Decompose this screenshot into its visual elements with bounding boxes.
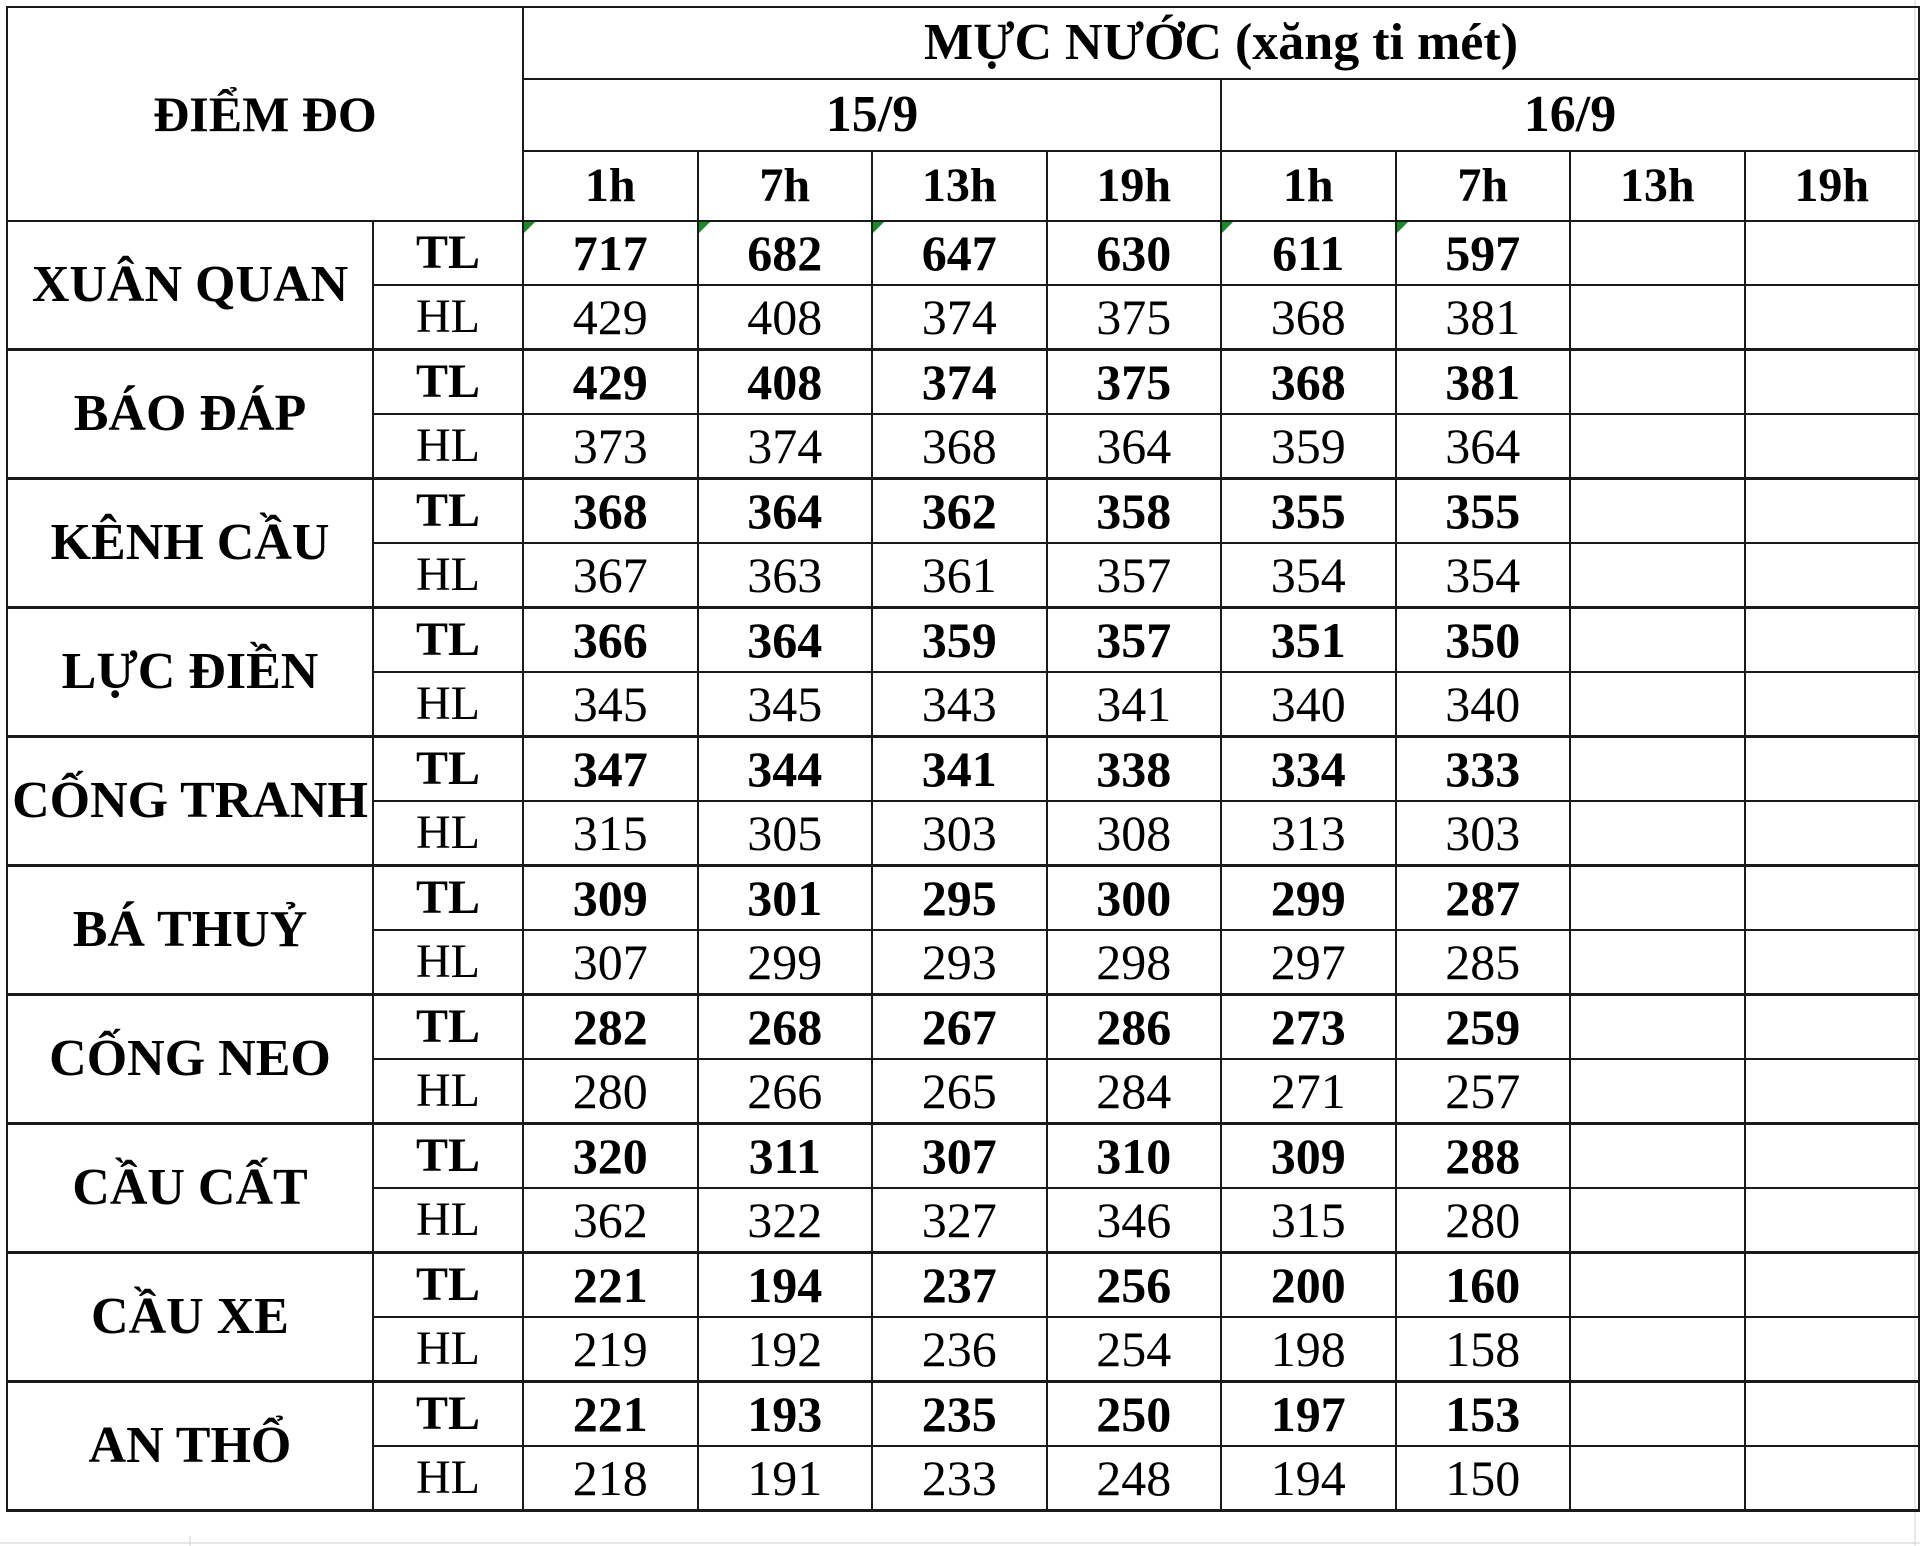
water-level-cell[interactable]: 301 [698, 866, 873, 931]
empty-value-cell[interactable] [1570, 1253, 1745, 1318]
water-level-cell[interactable]: 300 [1047, 866, 1222, 931]
water-level-cell[interactable]: 341 [872, 737, 1047, 802]
water-level-cell[interactable]: 200 [1221, 1253, 1396, 1318]
hour-header[interactable]: 13h [872, 151, 1047, 221]
empty-value-cell[interactable] [1745, 1253, 1920, 1318]
water-level-cell[interactable]: 611 [1221, 221, 1396, 285]
upstream-label-cell[interactable]: TL [373, 866, 523, 931]
water-level-cell[interactable]: 191 [698, 1446, 873, 1511]
empty-value-cell[interactable] [1745, 1317, 1920, 1382]
empty-value-cell[interactable] [1745, 1446, 1920, 1511]
empty-value-cell[interactable] [1745, 350, 1920, 415]
water-level-cell[interactable]: 218 [523, 1446, 698, 1511]
empty-value-cell[interactable] [1745, 801, 1920, 866]
upstream-label-cell[interactable]: TL [373, 221, 523, 285]
water-level-cell[interactable]: 303 [872, 801, 1047, 866]
table-row [7, 995, 1919, 1060]
water-level-cell[interactable]: 682 [698, 221, 873, 285]
water-level-cell[interactable]: 381 [1396, 285, 1571, 350]
water-level-cell[interactable]: 408 [698, 350, 873, 415]
downstream-label-cell[interactable]: HL [373, 285, 523, 350]
hour-header[interactable]: 19h [1745, 151, 1920, 221]
water-level-cell[interactable]: 375 [1047, 350, 1222, 415]
water-level-cell[interactable]: 266 [698, 1059, 873, 1124]
water-level-cell[interactable]: 265 [872, 1059, 1047, 1124]
empty-value-cell[interactable] [1570, 414, 1745, 479]
water-level-cell[interactable]: 366 [523, 608, 698, 673]
water-level-cell[interactable]: 219 [523, 1317, 698, 1382]
empty-value-cell[interactable] [1570, 1317, 1745, 1382]
table-row [7, 221, 1919, 285]
water-level-cell[interactable]: 259 [1396, 995, 1571, 1060]
water-level-cell[interactable]: 374 [872, 285, 1047, 350]
water-level-cell[interactable]: 345 [698, 672, 873, 737]
water-level-cell[interactable]: 368 [1221, 285, 1396, 350]
water-level-cell[interactable]: 254 [1047, 1317, 1222, 1382]
empty-value-cell[interactable] [1570, 221, 1745, 285]
water-level-cell[interactable]: 357 [1047, 543, 1222, 608]
water-level-cell[interactable]: 310 [1047, 1124, 1222, 1189]
downstream-label-cell[interactable]: HL [373, 1446, 523, 1511]
water-level-cell[interactable]: 305 [698, 801, 873, 866]
water-level-cell[interactable]: 282 [523, 995, 698, 1060]
table-title[interactable]: MỰC NƯỚC (xăng ti mét) [523, 7, 1919, 79]
downstream-label-cell[interactable]: HL [373, 1188, 523, 1253]
water-level-cell[interactable]: 284 [1047, 1059, 1222, 1124]
water-level-cell[interactable]: 221 [523, 1253, 698, 1318]
empty-value-cell[interactable] [1570, 801, 1745, 866]
water-level-cell[interactable]: 271 [1221, 1059, 1396, 1124]
water-level-cell[interactable]: 295 [872, 866, 1047, 931]
table-row [7, 866, 1919, 931]
empty-value-cell[interactable] [1570, 1059, 1745, 1124]
water-level-cell[interactable]: 315 [1221, 1188, 1396, 1253]
water-level-cell[interactable]: 368 [1221, 350, 1396, 415]
empty-value-cell[interactable] [1745, 414, 1920, 479]
water-level-cell[interactable]: 150 [1396, 1446, 1571, 1511]
empty-value-cell[interactable] [1570, 1124, 1745, 1189]
upstream-label-cell[interactable]: TL [373, 479, 523, 544]
station-name-cell[interactable]: CỐNG NEO [7, 995, 373, 1124]
water-level-cell[interactable]: 236 [872, 1317, 1047, 1382]
station-name-cell[interactable]: CẦU CẤT [7, 1124, 373, 1253]
water-level-cell[interactable]: 327 [872, 1188, 1047, 1253]
water-level-cell[interactable]: 309 [523, 866, 698, 931]
water-level-cell[interactable]: 345 [523, 672, 698, 737]
station-name-cell[interactable]: KÊNH CẦU [7, 479, 373, 608]
station-name-cell[interactable]: CỐNG TRANH [7, 737, 373, 866]
table-row [7, 479, 1919, 544]
water-level-cell[interactable]: 293 [872, 930, 1047, 995]
water-level-cell[interactable]: 375 [1047, 285, 1222, 350]
water-level-cell[interactable]: 373 [523, 414, 698, 479]
water-level-cell[interactable]: 429 [523, 350, 698, 415]
empty-value-cell[interactable] [1570, 285, 1745, 350]
water-level-cell[interactable]: 248 [1047, 1446, 1222, 1511]
water-level-cell[interactable]: 357 [1047, 608, 1222, 673]
empty-value-cell[interactable] [1570, 1382, 1745, 1447]
water-level-cell[interactable]: 343 [872, 672, 1047, 737]
water-level-cell[interactable]: 235 [872, 1382, 1047, 1447]
station-name-cell[interactable]: XUÂN QUAN [7, 221, 373, 350]
water-level-cell[interactable]: 355 [1221, 479, 1396, 544]
water-level-table [6, 6, 1920, 1512]
water-level-cell[interactable]: 358 [1047, 479, 1222, 544]
water-level-cell[interactable]: 364 [1047, 414, 1222, 479]
water-level-cell[interactable]: 192 [698, 1317, 873, 1382]
water-level-cell[interactable]: 359 [1221, 414, 1396, 479]
water-level-cell[interactable]: 153 [1396, 1382, 1571, 1447]
water-level-cell[interactable]: 268 [698, 995, 873, 1060]
empty-value-cell[interactable] [1745, 1188, 1920, 1253]
date-header[interactable]: 15/9 [523, 79, 1221, 151]
water-level-cell[interactable]: 362 [872, 479, 1047, 544]
hour-header[interactable]: 13h [1570, 151, 1745, 221]
upstream-label-cell[interactable]: TL [373, 1253, 523, 1318]
water-level-cell[interactable]: 347 [523, 737, 698, 802]
water-level-cell[interactable]: 338 [1047, 737, 1222, 802]
hour-header[interactable]: 7h [1396, 151, 1571, 221]
water-level-cell[interactable]: 364 [1396, 414, 1571, 479]
station-name-cell[interactable]: BÁO ĐÁP [7, 350, 373, 479]
empty-value-cell[interactable] [1745, 608, 1920, 673]
water-level-cell[interactable]: 286 [1047, 995, 1222, 1060]
water-level-cell[interactable]: 307 [523, 930, 698, 995]
water-level-cell[interactable]: 280 [1396, 1188, 1571, 1253]
empty-value-cell[interactable] [1745, 285, 1920, 350]
water-level-cell[interactable]: 364 [698, 479, 873, 544]
hour-header[interactable]: 1h [1221, 151, 1396, 221]
downstream-label-cell[interactable]: HL [373, 414, 523, 479]
water-level-cell[interactable]: 630 [1047, 221, 1222, 285]
table-row [7, 1382, 1919, 1447]
water-level-cell[interactable]: 717 [523, 221, 698, 285]
water-level-cell[interactable]: 341 [1047, 672, 1222, 737]
water-level-cell[interactable]: 233 [872, 1446, 1047, 1511]
empty-value-cell[interactable] [1745, 995, 1920, 1060]
empty-value-cell[interactable] [1570, 995, 1745, 1060]
water-level-cell[interactable]: 267 [872, 995, 1047, 1060]
empty-value-cell[interactable] [1745, 930, 1920, 995]
water-level-cell[interactable]: 198 [1221, 1317, 1396, 1382]
water-level-cell[interactable]: 333 [1396, 737, 1571, 802]
water-level-cell[interactable]: 194 [1221, 1446, 1396, 1511]
water-level-cell[interactable]: 381 [1396, 350, 1571, 415]
table-row [7, 1253, 1919, 1318]
water-level-cell[interactable]: 354 [1221, 543, 1396, 608]
water-level-cell[interactable]: 354 [1396, 543, 1571, 608]
upstream-label-cell[interactable]: TL [373, 1382, 523, 1447]
water-level-cell[interactable]: 315 [523, 801, 698, 866]
downstream-label-cell[interactable]: HL [373, 930, 523, 995]
water-level-cell[interactable]: 256 [1047, 1253, 1222, 1318]
water-level-cell[interactable]: 597 [1396, 221, 1571, 285]
empty-value-cell[interactable] [1570, 866, 1745, 931]
empty-value-cell[interactable] [1570, 1446, 1745, 1511]
table-row [7, 608, 1919, 673]
station-name-cell[interactable]: AN THỔ [7, 1382, 373, 1511]
upstream-label-cell[interactable]: TL [373, 995, 523, 1060]
upstream-label-cell[interactable]: TL [373, 608, 523, 673]
downstream-label-cell[interactable]: HL [373, 1059, 523, 1124]
empty-value-cell[interactable] [1570, 350, 1745, 415]
empty-value-cell[interactable] [1745, 479, 1920, 544]
water-level-cell[interactable]: 303 [1396, 801, 1571, 866]
empty-value-cell[interactable] [1570, 672, 1745, 737]
water-level-cell[interactable]: 322 [698, 1188, 873, 1253]
water-level-cell[interactable]: 250 [1047, 1382, 1222, 1447]
water-level-cell[interactable]: 374 [872, 350, 1047, 415]
water-level-cell[interactable]: 297 [1221, 930, 1396, 995]
downstream-label-cell[interactable]: HL [373, 801, 523, 866]
station-name-cell[interactable]: CẦU XE [7, 1253, 373, 1382]
water-level-cell[interactable]: 221 [523, 1382, 698, 1447]
water-level-cell[interactable]: 351 [1221, 608, 1396, 673]
station-header[interactable]: ĐIỂM ĐO [7, 7, 523, 221]
table-row [7, 350, 1919, 415]
empty-value-cell[interactable] [1745, 1382, 1920, 1447]
water-level-cell[interactable]: 364 [698, 608, 873, 673]
water-level-cell[interactable]: 361 [872, 543, 1047, 608]
water-level-cell[interactable]: 197 [1221, 1382, 1396, 1447]
empty-value-cell[interactable] [1745, 543, 1920, 608]
water-level-cell[interactable]: 374 [698, 414, 873, 479]
empty-value-cell[interactable] [1570, 479, 1745, 544]
water-level-cell[interactable]: 237 [872, 1253, 1047, 1318]
upstream-label-cell[interactable]: TL [373, 1124, 523, 1189]
water-level-cell[interactable]: 362 [523, 1188, 698, 1253]
upstream-label-cell[interactable]: TL [373, 350, 523, 415]
table-body [7, 221, 1919, 1511]
water-level-cell[interactable]: 273 [1221, 995, 1396, 1060]
hour-header[interactable]: 19h [1047, 151, 1222, 221]
water-level-cell[interactable]: 320 [523, 1124, 698, 1189]
empty-value-cell[interactable] [1745, 672, 1920, 737]
water-level-cell[interactable]: 287 [1396, 866, 1571, 931]
station-name-cell[interactable]: BÁ THUỶ [7, 866, 373, 995]
water-level-cell[interactable]: 288 [1396, 1124, 1571, 1189]
water-level-cell[interactable]: 340 [1396, 672, 1571, 737]
water-level-cell[interactable]: 194 [698, 1253, 873, 1318]
table-row [7, 1124, 1919, 1189]
water-level-cell[interactable]: 429 [523, 285, 698, 350]
water-level-cell[interactable]: 280 [523, 1059, 698, 1124]
water-level-cell[interactable]: 285 [1396, 930, 1571, 995]
water-level-cell[interactable]: 334 [1221, 737, 1396, 802]
water-level-cell[interactable]: 350 [1396, 608, 1571, 673]
water-level-cell[interactable]: 355 [1396, 479, 1571, 544]
water-level-cell[interactable]: 346 [1047, 1188, 1222, 1253]
water-level-cell[interactable]: 647 [872, 221, 1047, 285]
empty-value-cell[interactable] [1570, 1188, 1745, 1253]
empty-value-cell[interactable] [1745, 221, 1920, 285]
empty-value-cell[interactable] [1570, 543, 1745, 608]
empty-value-cell[interactable] [1745, 737, 1920, 802]
water-level-cell[interactable]: 367 [523, 543, 698, 608]
station-name-cell[interactable]: LỰC ĐIỀN [7, 608, 373, 737]
water-level-cell[interactable]: 340 [1221, 672, 1396, 737]
downstream-label-cell[interactable]: HL [373, 672, 523, 737]
empty-value-cell[interactable] [1745, 1059, 1920, 1124]
water-level-cell[interactable]: 308 [1047, 801, 1222, 866]
empty-value-cell[interactable] [1570, 608, 1745, 673]
hour-header[interactable]: 1h [523, 151, 698, 221]
empty-value-cell[interactable] [1570, 930, 1745, 995]
water-level-cell[interactable]: 298 [1047, 930, 1222, 995]
downstream-label-cell[interactable]: HL [373, 1317, 523, 1382]
water-level-cell[interactable]: 257 [1396, 1059, 1571, 1124]
water-level-cell[interactable]: 363 [698, 543, 873, 608]
water-level-cell[interactable]: 309 [1221, 1124, 1396, 1189]
downstream-label-cell[interactable]: HL [373, 543, 523, 608]
water-level-cell[interactable]: 408 [698, 285, 873, 350]
hour-header[interactable]: 7h [698, 151, 873, 221]
empty-value-cell[interactable] [1745, 1124, 1920, 1189]
water-level-cell[interactable]: 313 [1221, 801, 1396, 866]
water-level-cell[interactable]: 368 [523, 479, 698, 544]
water-level-cell[interactable]: 193 [698, 1382, 873, 1447]
water-level-cell[interactable]: 160 [1396, 1253, 1571, 1318]
table-row [7, 737, 1919, 802]
water-level-cell[interactable]: 299 [698, 930, 873, 995]
water-level-cell[interactable]: 344 [698, 737, 873, 802]
water-level-cell[interactable]: 311 [698, 1124, 873, 1189]
water-level-cell[interactable]: 368 [872, 414, 1047, 479]
empty-value-cell[interactable] [1570, 737, 1745, 802]
water-level-cell[interactable]: 158 [1396, 1317, 1571, 1382]
water-level-cell[interactable]: 299 [1221, 866, 1396, 931]
water-level-cell[interactable]: 307 [872, 1124, 1047, 1189]
water-level-cell[interactable]: 359 [872, 608, 1047, 673]
empty-value-cell[interactable] [1745, 866, 1920, 931]
date-header[interactable]: 16/9 [1221, 79, 1919, 151]
upstream-label-cell[interactable]: TL [373, 737, 523, 802]
